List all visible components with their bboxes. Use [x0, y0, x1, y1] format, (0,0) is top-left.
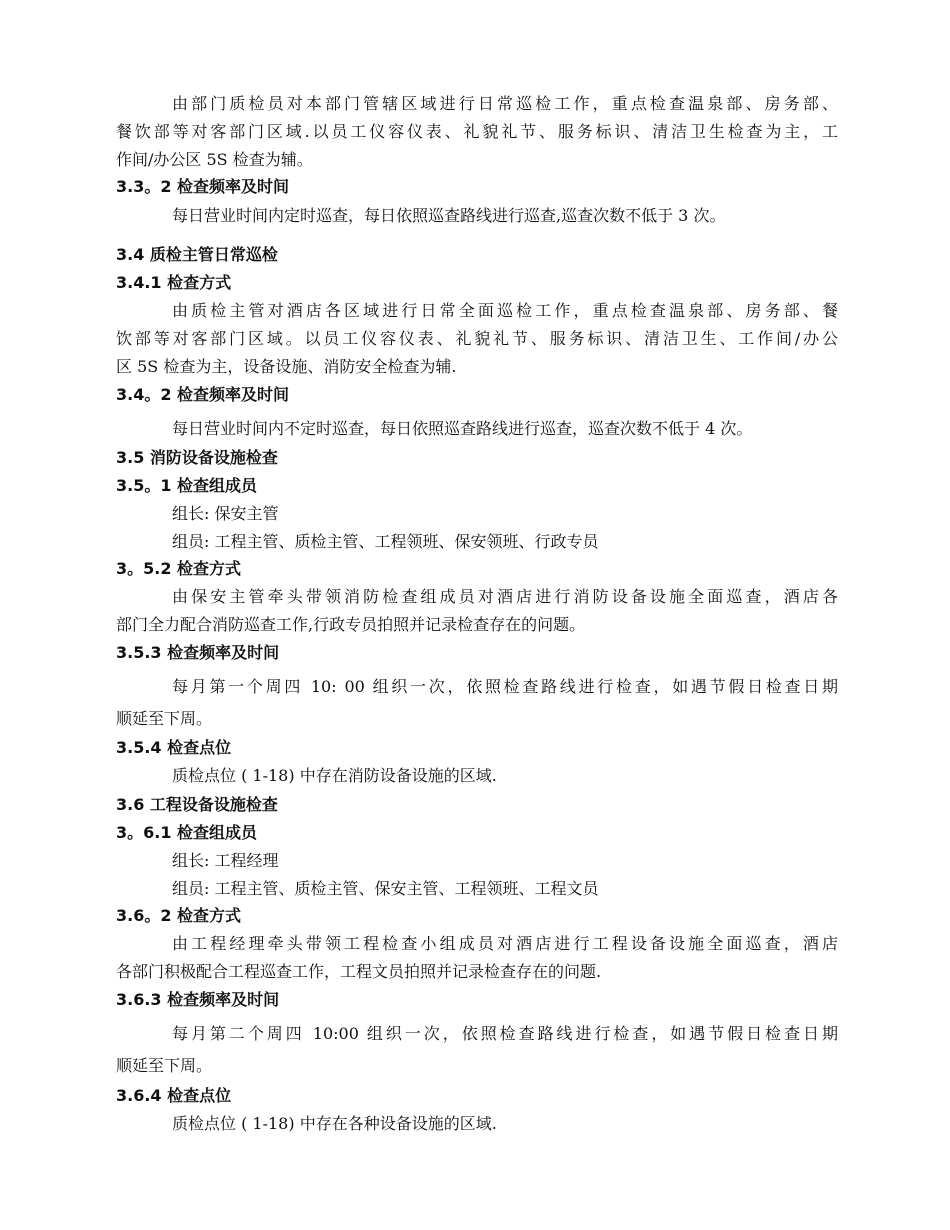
section-heading: 3.4 质检主管日常巡检 [116, 245, 278, 264]
section-heading: 3.4.1 检查方式 [116, 273, 232, 292]
section-heading: 3.4。2 检查频率及时间 [116, 385, 290, 404]
paragraph-line: 饮部等对客部门区域。以员工仪容仪表、礼貌礼节、服务标识、清洁卫生、工作间/办公 [116, 329, 838, 348]
paragraph-line: 每日营业时间内定时巡查，每日依照巡查路线进行巡查,巡查次数不低于 3 次。 [172, 206, 726, 225]
paragraph-line: 由质检主管对酒店各区域进行日常全面巡检工作，重点检查温泉部、房务部、餐 [172, 301, 838, 320]
paragraph-line: 由工程经理牵头带领工程检查小组成员对酒店进行工程设备设施全面巡查，酒店 [172, 934, 838, 953]
paragraph-line: 组长: 保安主管 [172, 504, 279, 523]
paragraph-line: 组员: 工程主管、质检主管、保安主管、工程领班、工程文员 [172, 879, 599, 898]
paragraph-line: 部门全力配合消防巡查工作,行政专员拍照并记录检查存在的问题。 [116, 615, 586, 634]
paragraph-line: 组长: 工程经理 [172, 851, 279, 870]
section-heading: 3.3。2 检查频率及时间 [116, 177, 290, 196]
paragraph-line: 作间/办公区 5S 检查为辅。 [116, 150, 313, 169]
paragraph-line: 区 5S 检查为主，设备设施、消防安全检查为辅. [116, 357, 457, 376]
section-heading: 3.6 工程设备设施检查 [116, 795, 278, 814]
paragraph-line: 每月第二个周四 10:00 组织一次，依照检查路线进行检查，如遇节假日检查日期 [172, 1024, 838, 1043]
paragraph-line: 餐饮部等对客部门区域.以员工仪容仪表、礼貌礼节、服务标识、清洁卫生检查为主，工 [116, 122, 838, 141]
paragraph-line: 组员: 工程主管、质检主管、工程领班、保安领班、行政专员 [172, 532, 599, 551]
section-heading: 3.6。2 检查方式 [116, 906, 242, 925]
paragraph-line: 顺延至下周。 [116, 1056, 213, 1075]
section-heading: 3。6.1 检查组成员 [116, 823, 258, 842]
paragraph-line: 由部门质检员对本部门管辖区域进行日常巡检工作，重点检查温泉部、房务部、 [172, 94, 838, 113]
paragraph-line: 顺延至下周。 [116, 709, 213, 728]
section-heading: 3。5.2 检查方式 [116, 559, 242, 578]
section-heading: 3.5 消防设备设施检查 [116, 448, 278, 467]
section-heading: 3.6.3 检查频率及时间 [116, 990, 280, 1009]
paragraph-line: 每月第一个周四 10: 00 组织一次，依照检查路线进行检查，如遇节假日检查日期 [172, 677, 838, 696]
paragraph-line: 由保安主管牵头带领消防检查组成员对酒店进行消防设备设施全面巡查，酒店各 [172, 587, 838, 606]
section-heading: 3.5.3 检查频率及时间 [116, 643, 280, 662]
section-heading: 3.5.4 检查点位 [116, 738, 232, 757]
section-heading: 3.6.4 检查点位 [116, 1086, 232, 1105]
paragraph-line: 各部门积极配合工程巡查工作，工程文员拍照并记录检查存在的问题. [116, 962, 602, 981]
paragraph-line: 每日营业时间内不定时巡查，每日依照巡查路线进行巡查，巡查次数不低于 4 次。 [172, 419, 753, 438]
paragraph-line: 质检点位 ( 1-18) 中存在各种设备设施的区域. [172, 1114, 497, 1133]
section-heading: 3.5。1 检查组成员 [116, 476, 258, 495]
paragraph-line: 质检点位 ( 1-18) 中存在消防设备设施的区域. [172, 766, 497, 785]
